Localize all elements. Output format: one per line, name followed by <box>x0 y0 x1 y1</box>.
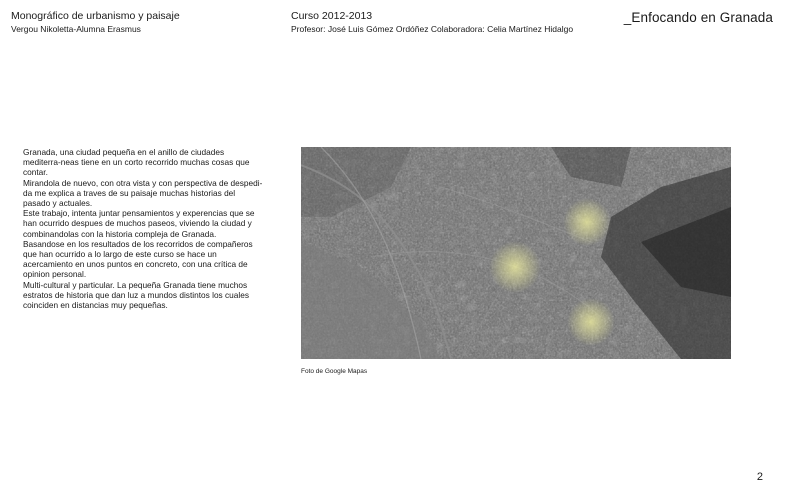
header-course-info <box>291 10 573 35</box>
course-year: Curso 2012-2013 <box>291 10 373 22</box>
paragraph: Este trabajo, intenta juntar pensamientos y experencias que se han ocurrido despues de muchos paseos, viviendo la ciudad y combinandolas con la historia compleja de Granada. <box>23 208 255 239</box>
course-title: Monográfico de urbanismo y paisaje <box>11 10 180 22</box>
professors-line: Profesor: José Luis Gómez Ordóñez Colaboradora: Celia Martínez Hidalgo <box>291 24 574 34</box>
highlight-spot <box>567 298 615 346</box>
author-name: Vergou Nikoletta-Alumna Erasmus <box>11 24 141 34</box>
photo-caption: Foto de Google Mapas <box>301 368 368 375</box>
paragraph: Mirandola de nuevo, con otra vista y con perspectiva de despedi-da me explica a traves de su paisaje muchas historias del pasado y actuales. <box>23 177 263 209</box>
paragraph: Multi-cultural y particular. La pequeña Granada tiene muchos estratos de historia que dan luz a mundos distintos los cuales coinciden en distancias muy pequeñas. <box>23 279 249 311</box>
paragraph: Basandose en los resultados de los recorridos de compañeros que han ocurrido a lo largo de este curso se hace un acercamiento en unos puntos en concreto, con una crítica de opinion personal. <box>23 238 253 280</box>
header-course-block <box>11 10 180 35</box>
intro-text <box>23 147 263 310</box>
project-title: _Enfocando en Granada <box>623 10 773 25</box>
paragraph: Granada, una ciudad pequeña en el anillo de ciudades mediterra-neas tiene en un corto recorrido muchas cosas que contar. <box>23 147 250 178</box>
page-number: 2 <box>756 471 763 483</box>
highlight-spot <box>489 241 541 293</box>
aerial-map-photo <box>301 147 731 359</box>
highlight-spot <box>563 198 611 246</box>
